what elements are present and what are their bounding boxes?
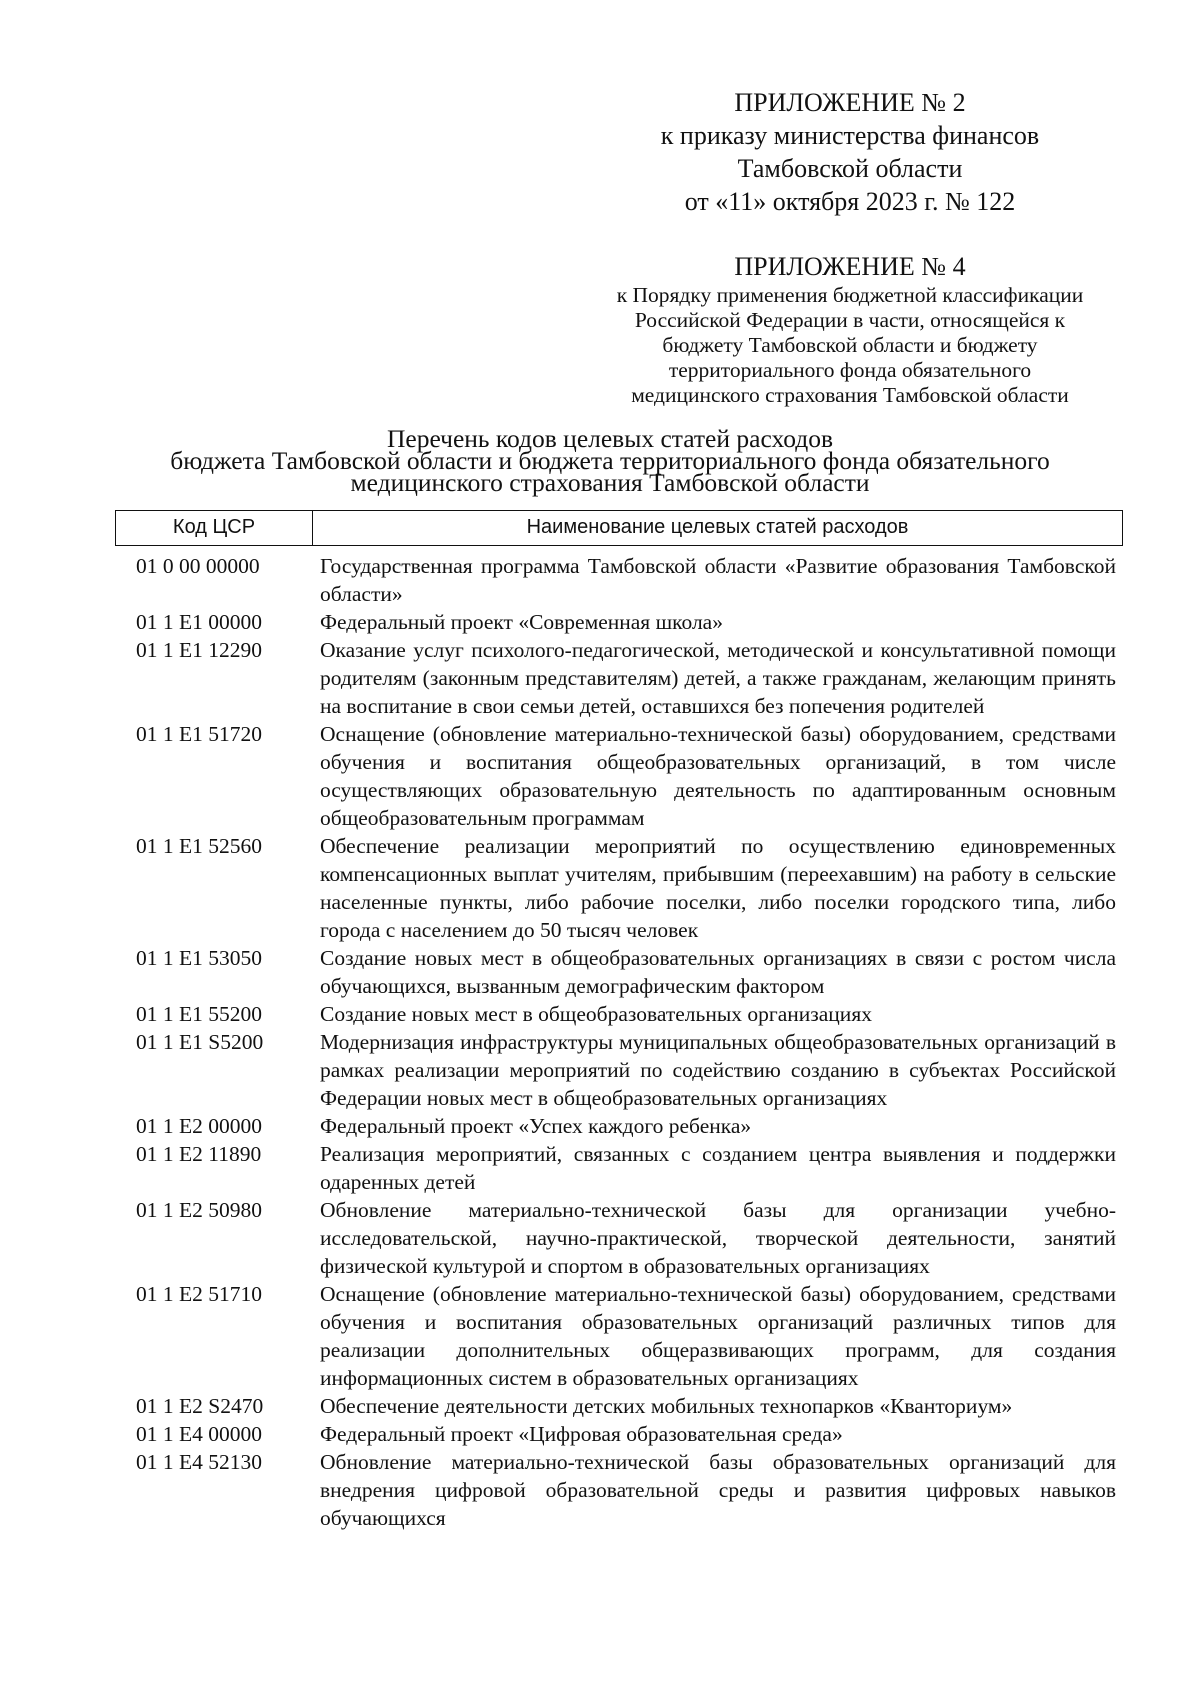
row-code: 01 1 E2 S2470 <box>136 1394 264 1418</box>
row-name: Федеральный проект «Успех каждого ребенка» <box>320 1114 752 1138</box>
table-row <box>136 720 1116 832</box>
table-row <box>136 1280 1116 1392</box>
annex-4-line: к Порядку применения бюджетной классификации <box>616 283 1084 307</box>
row-code: 01 1 E2 00000 <box>136 1114 263 1138</box>
row-code: 01 1 E4 52130 <box>136 1450 263 1474</box>
annex-4-line: медицинского страхования Тамбовской области <box>631 383 1069 407</box>
list-title-line: медицинского страхования Тамбовской области <box>350 468 870 497</box>
annex-4-title: ПРИЛОЖЕНИЕ № 4 <box>734 252 966 281</box>
row-code: 01 1 E1 52560 <box>136 834 263 858</box>
row-code: 01 1 E2 51710 <box>136 1282 263 1306</box>
row-name: Государственная программа Тамбовской области «Развитие образования Тамбовской области» <box>320 554 1116 606</box>
list-title-line: Перечень кодов целевых статей расходов <box>386 424 834 453</box>
row-name: Федеральный проект «Современная школа» <box>320 610 723 634</box>
table-row <box>136 1112 1116 1140</box>
row-name: Оснащение (обновление материально-технической базы) оборудованием, средствами обучения и воспитания общеобразовательных организаций, в том числе осуществляющих образовательную деятельность по адаптированным основным общеобразовательным программам <box>320 722 1116 830</box>
row-name: Реализация мероприятий, связанных с созданием центра выявления и поддержки одаренных детей <box>320 1142 1116 1194</box>
annex-2-line: к приказу министерства финансов <box>660 121 1040 150</box>
row-name: Оказание услуг психолого-педагогической, методической и консультативной помощи родителям (законным представителям) детей, а также гражданам, желающим принять на воспитание в свои семьи детей, оставшихся без попечения родителей <box>320 638 1116 718</box>
row-name: Создание новых мест в общеобразовательных организациях в связи с ростом числа обучающихся, вызванным демографическим фактором <box>320 946 1116 998</box>
row-code: 01 1 E1 12290 <box>136 638 263 662</box>
table-row <box>136 1392 1116 1420</box>
column-header-name: Наименование целевых статей расходов <box>526 516 909 538</box>
table-row <box>136 1420 1116 1448</box>
row-code: 01 1 E1 51720 <box>136 722 263 746</box>
row-code: 01 1 E2 11890 <box>136 1142 262 1166</box>
annex-4-line: бюджету Тамбовской области и бюджету <box>662 333 1038 357</box>
row-code: 01 1 E1 S5200 <box>136 1030 264 1054</box>
annex-4-header <box>570 283 1130 408</box>
list-title <box>100 424 1120 497</box>
annex-2-header <box>600 86 1100 218</box>
table-row <box>136 832 1116 944</box>
table-header <box>115 510 1123 546</box>
row-name: Обновление материально-технической базы образовательных организаций для внедрения цифровой образовательной среды и развития цифровых навыков обучающихся <box>320 1450 1116 1530</box>
table-row <box>136 1448 1116 1532</box>
row-code: 01 1 E1 53050 <box>136 946 263 970</box>
row-name: Модернизация инфраструктуры муниципальных общеобразовательных организаций в рамках реализации мероприятий по содействию созданию в субъектах Российской Федерации новых мест в общеобразовательных организациях <box>320 1030 1116 1110</box>
row-name: Обеспечение реализации мероприятий по осуществлению единовременных компенсационных выплат учителям, прибывшим (переехавшим) на работу в сельские населенные пункты, либо рабочие поселки, либо поселки городского типа, либо города с населением до 50 тысяч человек <box>320 834 1116 942</box>
annex-2-title: ПРИЛОЖЕНИЕ № 2 <box>734 88 966 117</box>
table-row <box>136 944 1116 1000</box>
row-code: 01 0 00 00000 <box>136 554 260 578</box>
annex-4-line: Российской Федерации в части, относящейся к <box>634 308 1066 332</box>
row-name: Федеральный проект «Цифровая образовательная среда» <box>320 1422 843 1446</box>
table-row <box>136 1028 1116 1112</box>
table-row <box>136 552 1116 608</box>
column-header-code: Код ЦСР <box>116 511 313 545</box>
list-title-line: бюджета Тамбовской области и бюджета территориального фонда обязательного <box>170 446 1050 475</box>
row-name: Обновление материально-технической базы для организации учебно-исследовательской, научно-практической, творческой деятельности, занятий физической культурой и спортом в образовательных организациях <box>320 1198 1116 1278</box>
annex-2-line: Тамбовской области <box>737 154 963 183</box>
table-body <box>136 552 1116 1532</box>
table-row <box>136 608 1116 636</box>
table-row <box>136 636 1116 720</box>
row-code: 01 1 E2 50980 <box>136 1198 263 1222</box>
row-code: 01 1 E1 00000 <box>136 610 263 634</box>
row-name: Оснащение (обновление материально-технической базы) оборудованием, средствами обучения и воспитания образовательных организаций различных типов для реализации дополнительных общеразвивающих программ, для создания информационных систем в образовательных организациях <box>320 1282 1116 1390</box>
row-name: Обеспечение деятельности детских мобильных технопарков «Кванториум» <box>320 1394 1013 1418</box>
table-row <box>136 1140 1116 1196</box>
table-row <box>136 1000 1116 1028</box>
row-name: Создание новых мест в общеобразовательных организациях <box>320 1002 872 1026</box>
row-code: 01 1 E4 00000 <box>136 1422 263 1446</box>
annex-4-line: территориального фонда обязательного <box>668 358 1032 382</box>
row-code: 01 1 E1 55200 <box>136 1002 263 1026</box>
annex-2-date-line: от «11» октября 2023 г. № 122 <box>684 187 1016 216</box>
table-row <box>136 1196 1116 1280</box>
